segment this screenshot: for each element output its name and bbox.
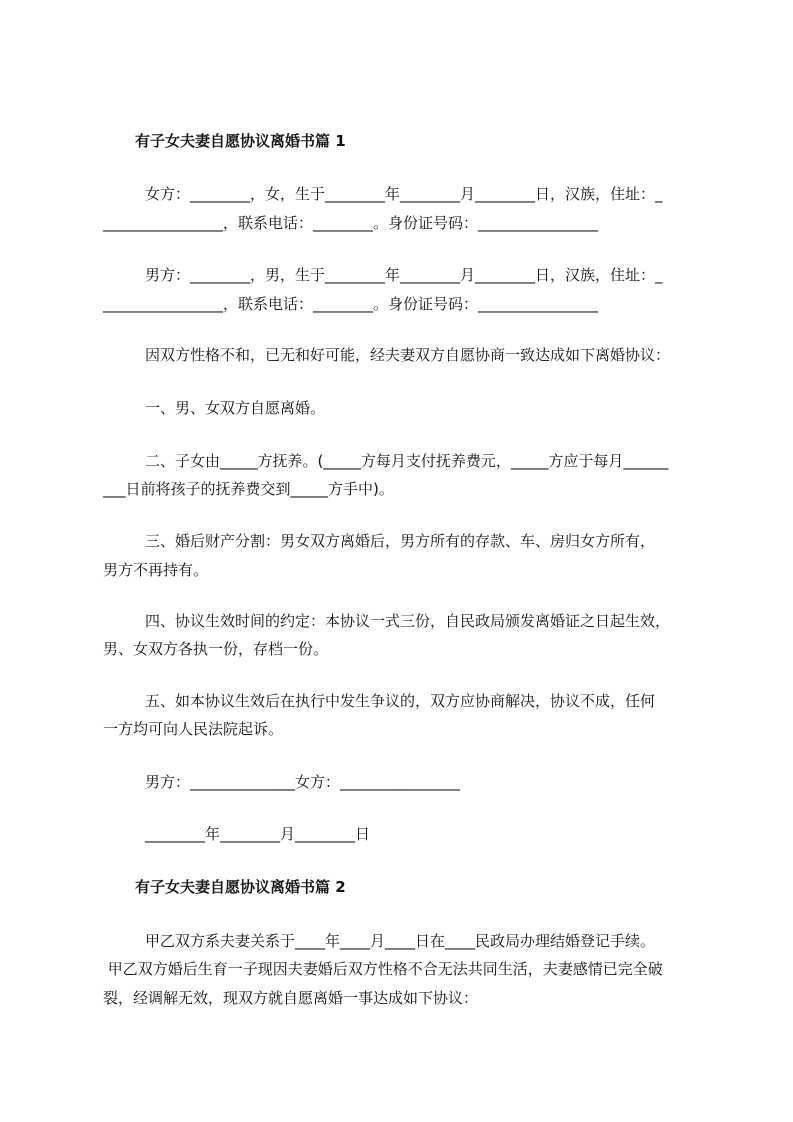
clause-5-line2: 一方均可向人民法院起诉。: [103, 720, 284, 738]
clause-2-line1: 二、子女由_____方抚养。(_____方每月支付抚养费元，_____方应于每月______: [145, 452, 669, 470]
male-info-line2: ________________，联系电话：________。身份证号码：________________: [103, 295, 599, 313]
date-line: ________年________月________日: [145, 825, 371, 843]
clause-3-line2: 男方不再持有。: [103, 561, 209, 579]
clause-3-line1: 三、婚后财产分割：男女双方离婚后，男方所有的存款、车、房归女方所有，: [145, 532, 656, 550]
female-info-line2: ________________，联系电话：________。身份证号码：________________: [103, 214, 599, 232]
male-info-line1: 男方：________，男，生于________年________月________日，汉族，住址：_: [145, 266, 663, 284]
clause-4-line1: 四、协议生效时间的约定：本协议一式三份，自民政局颁发离婚证之日起生效，: [145, 612, 671, 630]
clause-4-line2: 男、女双方各执一份，存档一份。: [103, 640, 329, 658]
clause-2-line2: ___日前将孩子的抚养费交到_____方手中)。: [103, 480, 394, 498]
section2-paragraph-line2: 甲乙双方婚后生育一子现因夫妻婚后双方性格不合无法共同生活，夫妻感情已完全破: [103, 960, 663, 978]
intro-paragraph: 因双方性格不和，已无和好可能，经夫妻双方自愿协商一致达成如下离婚协议：: [145, 346, 671, 364]
female-info-line1: 女方：________，女，生于________年________月________日，汉族，住址：_: [145, 185, 663, 203]
section1-title: 有子女夫妻自愿协议离婚书篇 1: [135, 132, 346, 150]
section2-paragraph-line3: 裂，经调解无效，现双方就自愿离婚一事达成如下协议：: [103, 989, 479, 1007]
clause-5-line1: 五、如本协议生效后在执行中发生争议的，双方应协商解决，协议不成，任何: [145, 692, 656, 710]
signature-line: 男方：______________女方：________________: [145, 773, 461, 791]
clause-1: 一、男、女双方自愿离婚。: [145, 399, 326, 417]
section2-title: 有子女夫妻自愿协议离婚书篇 2: [135, 878, 346, 896]
section2-paragraph-line1: 甲乙双方系夫妻关系于____年____月____日在____民政局办理结婚登记手续。: [145, 932, 656, 950]
